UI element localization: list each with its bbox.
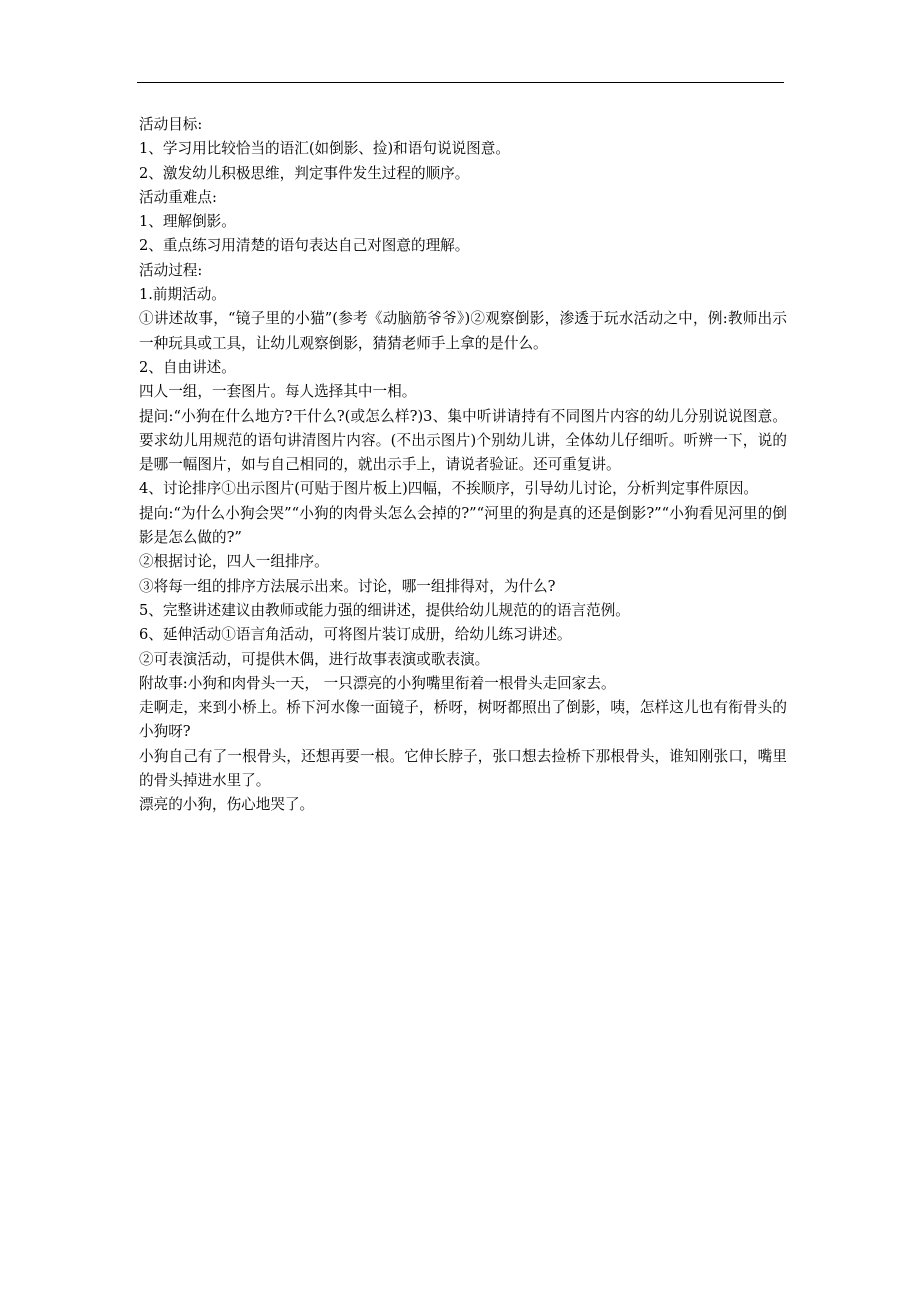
process-step-2-questions: 提问:“小狗在什么地方?干什么?(或怎么样?)3、集中听讲请持有不同图片内容的幼儿分别说说图意。要求幼儿用规范的语句讲清图片内容。(不出示图片)个别幼儿讲，全体幼儿仔细听。听辨一下，说的是哪一幅图片，如与自己相同的，就出示手上，请说者验证。还可重复讲。 bbox=[139, 407, 787, 474]
story-paragraph-1: 走啊走，来到小桥上。桥下河水像一面镜子，桥呀，树呀都照出了倒影，咦，怎样这儿也有衔骨头的小狗呀? bbox=[139, 699, 787, 741]
process-step-4-sort: ②根据讨论，四人一组排序。 bbox=[139, 553, 329, 571]
process-step-6-perform: ②可表演活动，可提供木偶，进行故事表演或歌表演。 bbox=[139, 650, 490, 668]
header-rule bbox=[137, 82, 784, 83]
story-paragraph-3: 漂亮的小狗，伤心地哭了。 bbox=[139, 796, 315, 814]
key-point-2: 2、重点练习用清楚的语句表达自己对图意的理解。 bbox=[139, 237, 470, 255]
process-step-1-detail: ①讲述故事，“镜子里的小猫”(参考《动脑筋爷爷》)②观察倒影，渗透于玩水活动之中，例:教师出示一种玩具或工具，让幼儿观察倒影，猜猜老师手上拿的是什么。 bbox=[139, 310, 787, 352]
section-heading-goals: 活动目标: bbox=[139, 116, 203, 133]
process-step-4: 4、讨论排序①出示图片(可贴于图片板上)四幅，不挨顺序，引导幼儿讨论，分析判定事件原因。 bbox=[139, 480, 759, 498]
process-step-1: 1.前期活动。 bbox=[139, 286, 226, 304]
goal-item-1: 1、学习用比较恰当的语汇(如倒影、捡)和语句说说图意。 bbox=[139, 140, 510, 158]
process-step-4-questions: 提向:“为什么小狗会哭”“小狗的肉骨头怎么会掉的?”“河里的狗是真的还是倒影?”“小狗看见河里的倒影是怎么做的?” bbox=[139, 504, 787, 547]
process-step-5: 5、完整讲述建议由教师或能力强的细讲述，提供给幼儿规范的的语言范例。 bbox=[139, 601, 630, 619]
document-body bbox=[139, 113, 787, 818]
goal-item-2: 2、激发幼儿积极思维，判定事件发生过程的顺序。 bbox=[139, 164, 470, 182]
section-heading-key-points: 活动重难点: bbox=[139, 188, 217, 206]
process-step-4-show: ③将每一组的排序方法展示出来。讨论，哪一组排得对，为什么? bbox=[139, 577, 556, 595]
story-title-line: 附故事:小狗和肉骨头一天， 一只漂亮的小狗嘴里衔着一根骨头走回家去。 bbox=[139, 674, 616, 692]
section-heading-process: 活动过程: bbox=[139, 261, 203, 279]
process-step-6: 6、延伸活动①语言角活动，可将图片装订成册，给幼儿练习讲述。 bbox=[139, 626, 572, 644]
process-step-2-grouping: 四人一组，一套图片。每人选择其中一相。 bbox=[139, 383, 417, 401]
story-paragraph-2: 小狗自己有了一根骨头，还想再要一根。它伸长脖子，张口想去捡桥下那根骨头，谁知刚张口，嘴里的骨头掉进水里了。 bbox=[139, 747, 787, 790]
key-point-1: 1、理解倒影。 bbox=[139, 213, 236, 231]
process-step-2: 2、自由讲述。 bbox=[139, 358, 236, 376]
